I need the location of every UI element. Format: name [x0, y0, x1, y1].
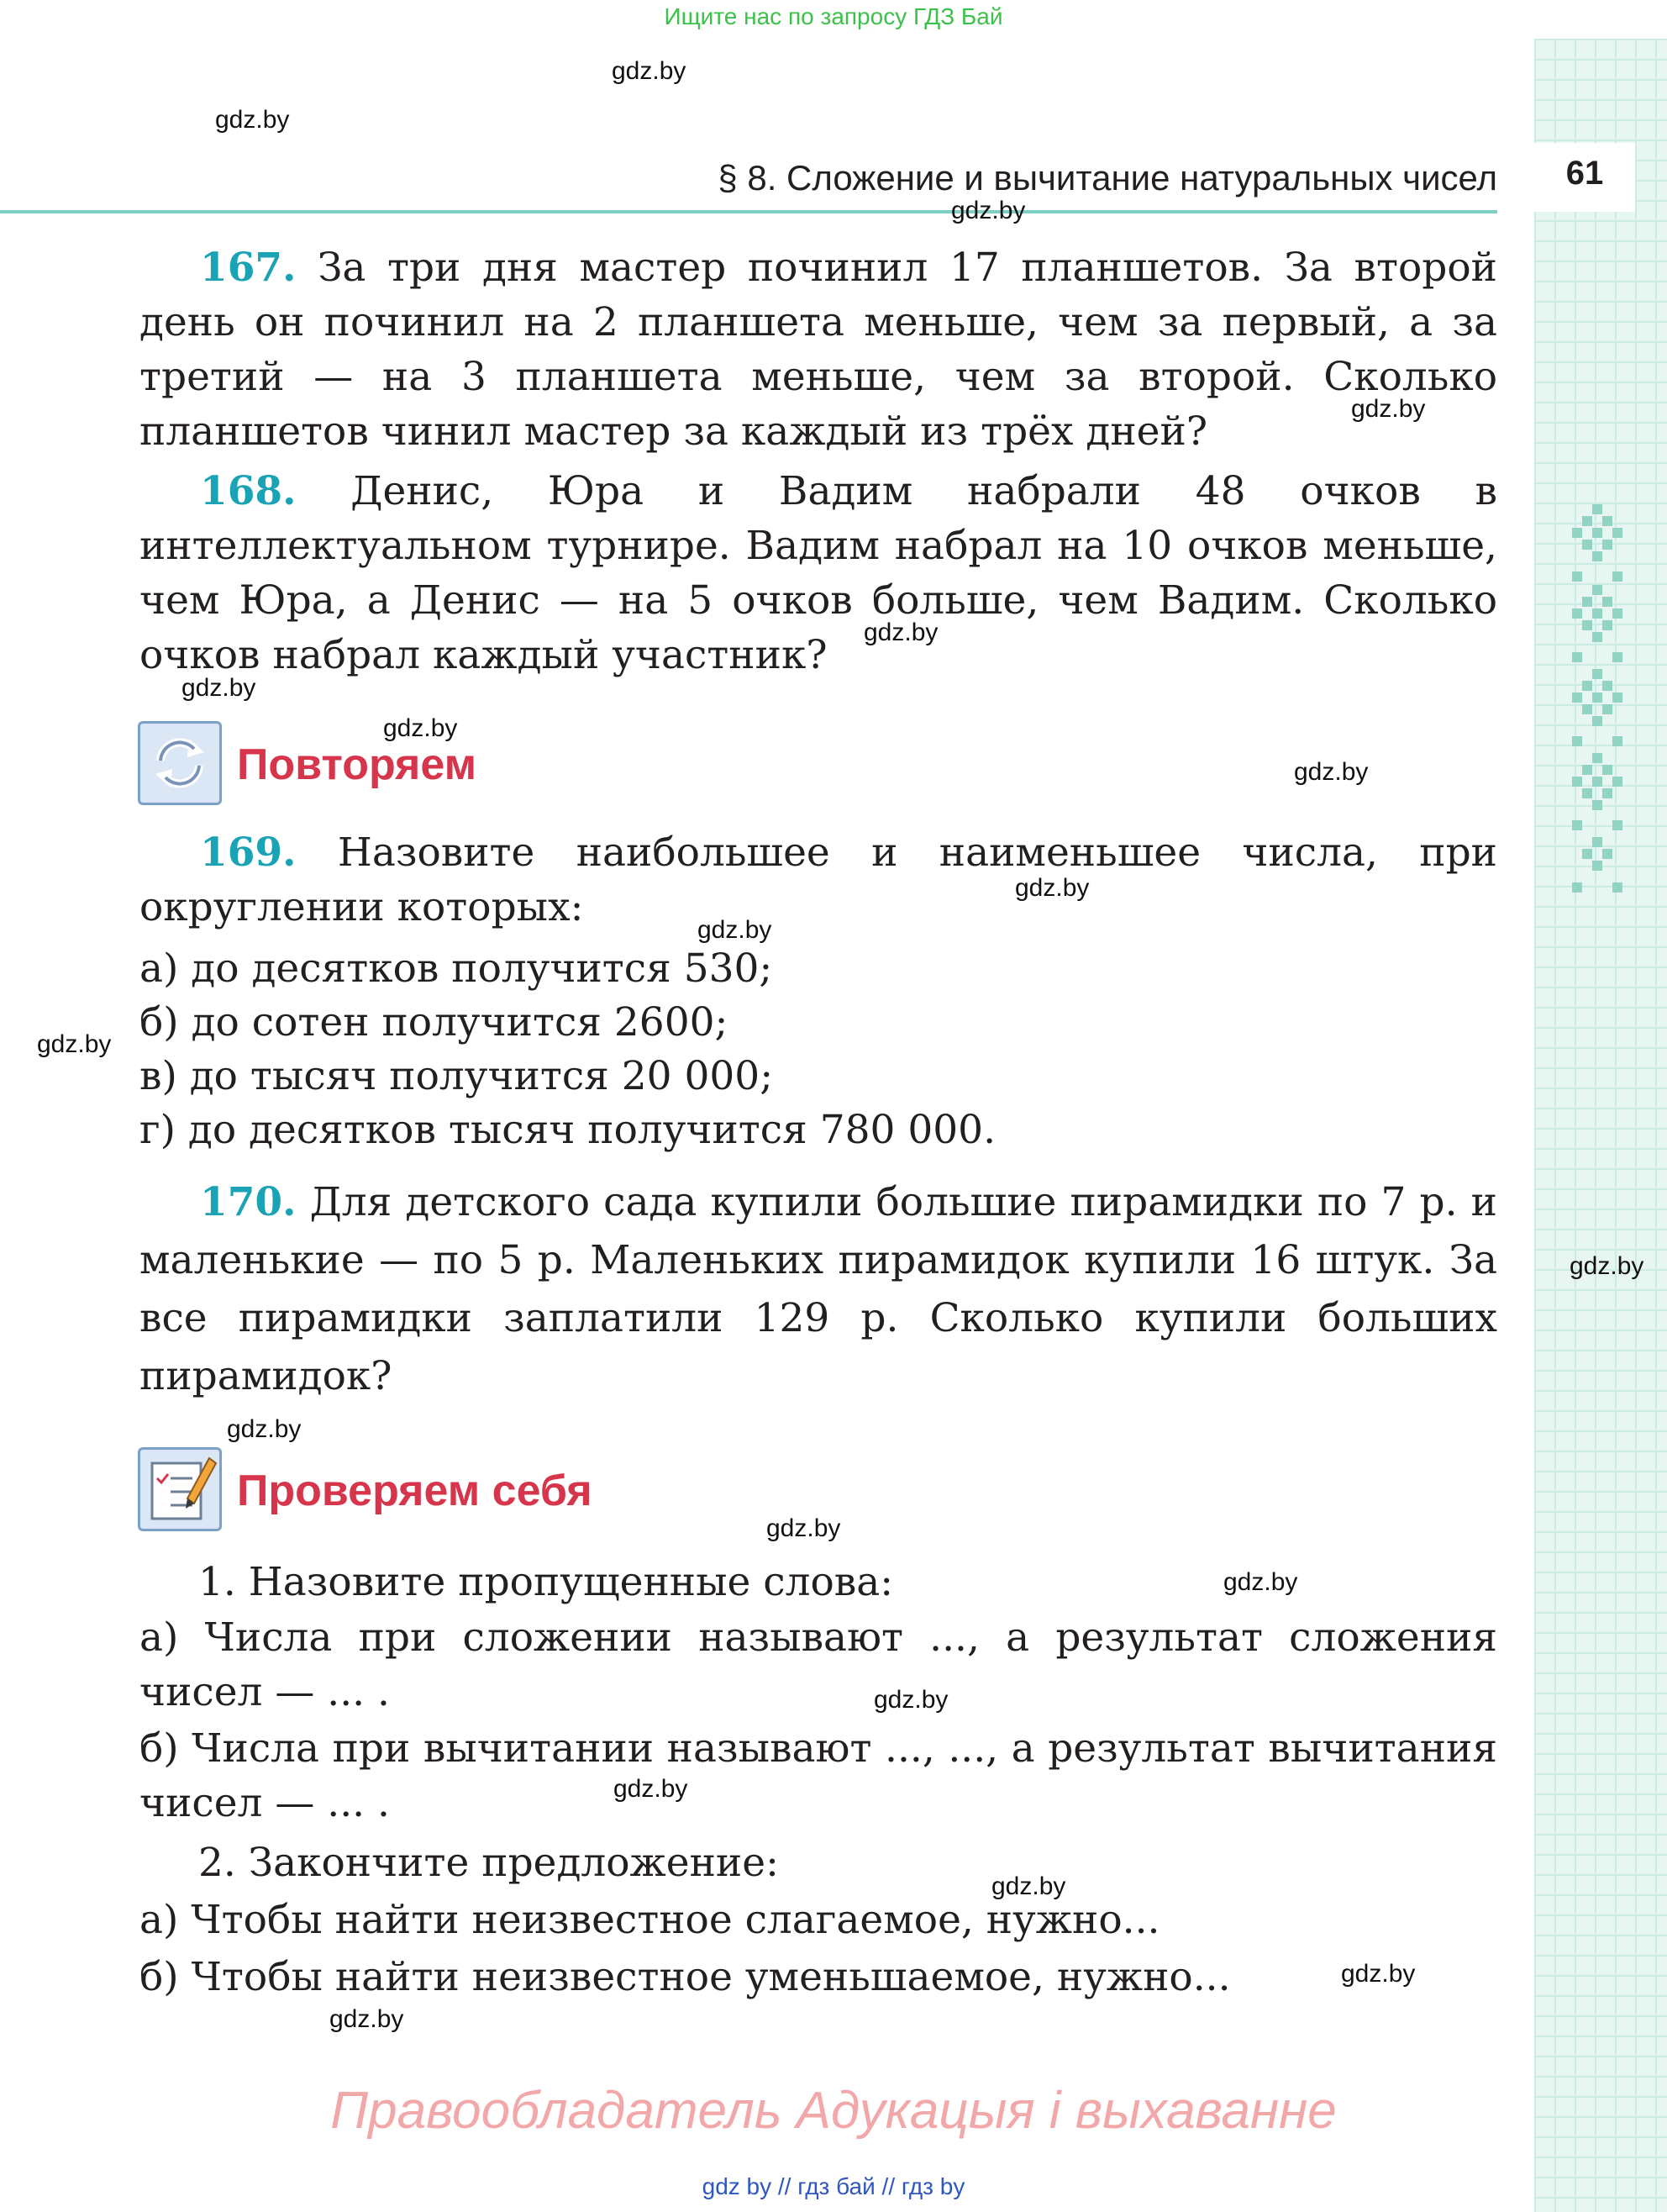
watermark: gdz.by — [1341, 1960, 1416, 1988]
watermark: gdz.by — [951, 197, 1026, 224]
section-title-check: Проверяем себя — [237, 1467, 592, 1515]
top-banner: Ищите нас по запросу ГДЗ Бай — [664, 3, 1003, 29]
watermark: gdz.by — [1351, 395, 1426, 423]
checklist-pencil-icon — [138, 1447, 222, 1531]
watermark: gdz.by — [1294, 758, 1369, 786]
watermark: gdz.by — [227, 1415, 302, 1443]
problem-167 — [139, 240, 1497, 459]
problem-number: 170. — [200, 1179, 297, 1225]
section-title-repeat: Повторяем — [237, 740, 477, 789]
question-2a: а) Чтобы найти неизвестное слагаемое, нужно... — [139, 1897, 1160, 1943]
problem-text: За три дня мастер починил 17 планшетов. За второй день он починил на 2 планшета меньше, чем за первый, а за третий — на 3 планшета меньше, чем за второй. Сколько планшетов чинил мастер за каждый из трёх дней? — [139, 245, 1497, 455]
watermark: gdz.by — [383, 714, 458, 742]
problem-text: Назовите наибольшее и наименьшее числа, при округлении которых: — [139, 830, 1497, 930]
watermark: gdz.by — [991, 1872, 1066, 1900]
watermark: gdz.by — [874, 1686, 949, 1714]
list-item: а) до десятков получится 530; — [139, 945, 773, 992]
watermark: gdz.by — [766, 1514, 841, 1542]
footer-links[interactable]: gdz by // гдз бай // гдз by — [702, 2173, 965, 2199]
header-divider — [0, 210, 1497, 213]
watermark: gdz.by — [37, 1030, 112, 1058]
list-item: б) до сотен получится 2600; — [139, 999, 728, 1045]
question-2b: б) Чтобы найти неизвестное уменьшаемое, нужно... — [139, 1954, 1231, 2000]
copyright-holder: Правообладатель Адукацыя і выхаванне — [330, 2082, 1337, 2140]
problem-169 — [139, 825, 1497, 935]
section-heading: § 8. Сложение и вычитание натуральных чисел — [718, 158, 1497, 198]
question-1b: б) Числа при вычитании называют ..., ..., а результат вычитания чисел — ... . — [139, 1725, 1497, 1826]
repeat-icon — [138, 721, 222, 805]
list-item: г) до десятков тысяч получится 780 000. — [139, 1107, 997, 1153]
watermark: gdz.by — [1570, 1252, 1644, 1280]
problem-168 — [139, 464, 1497, 682]
problem-170 — [139, 1173, 1497, 1405]
watermark: gdz.by — [215, 106, 290, 134]
list-item: в) до тысяч получится 20 000; — [139, 1053, 774, 1099]
ornament-icon — [1559, 504, 1635, 899]
question-1: 1. Назовите пропущенные слова: — [198, 1559, 894, 1605]
watermark: gdz.by — [1015, 874, 1090, 902]
watermark: gdz.by — [329, 2005, 404, 2033]
problem-number: 167. — [200, 245, 297, 291]
question-1a: а) Числа при сложении называют ..., а результат сложения чисел — ... . — [139, 1614, 1497, 1715]
side-grid-strip — [1534, 39, 1667, 2212]
question-2: 2. Закончите предложение: — [198, 1840, 779, 1886]
watermark: gdz.by — [613, 1775, 688, 1803]
problem-text: Для детского сада купили большие пирамидки по 7 р. и маленькие — по 5 р. Маленьких пирамидок купили 16 штук. За все пирамидки заплатили 129 р. Сколько купили больших пирамидок? — [139, 1179, 1497, 1399]
watermark: gdz.by — [1223, 1568, 1298, 1596]
watermark: gdz.by — [612, 57, 686, 85]
problem-number: 168. — [200, 468, 297, 514]
watermark: gdz.by — [864, 619, 939, 646]
problem-text: Денис, Юра и Вадим набрали 48 очков в интеллектуальном турнире. Вадим набрал на 10 очков меньше, чем Юра, а Денис — на 5 очков больше, чем Вадим. Сколько очков набрал каждый участник? — [139, 468, 1497, 678]
watermark: gdz.by — [697, 916, 772, 944]
page-number: 61 — [1565, 155, 1604, 192]
watermark: gdz.by — [181, 674, 256, 702]
problem-number: 169. — [200, 830, 297, 876]
